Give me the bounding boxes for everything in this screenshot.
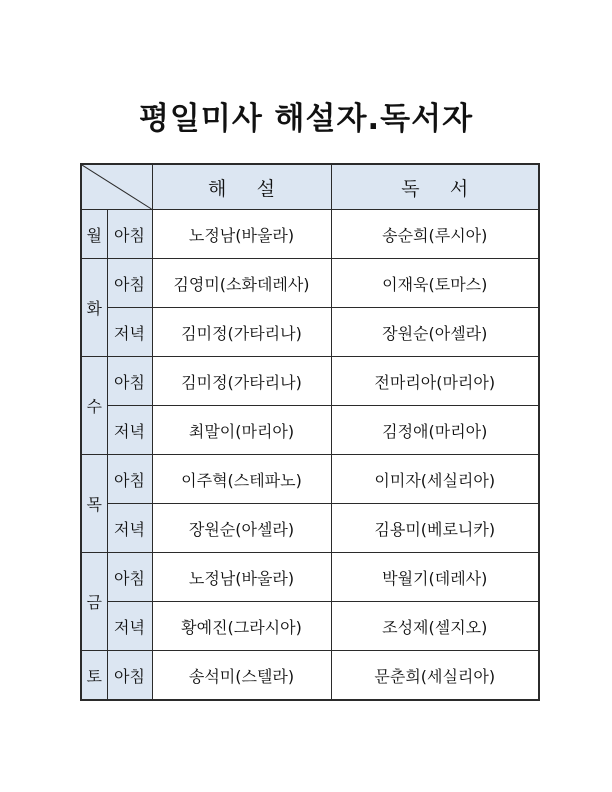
day-cell: 월 bbox=[81, 210, 107, 259]
header-row bbox=[81, 164, 539, 210]
table-row bbox=[81, 602, 539, 651]
reader-cell: 전마리아(마리아) bbox=[331, 357, 539, 406]
slot-cell: 아침 bbox=[107, 210, 152, 259]
corner-cell bbox=[81, 164, 152, 210]
slot-cell: 아침 bbox=[107, 357, 152, 406]
day-cell: 금 bbox=[81, 553, 107, 651]
page-title: 평일미사 해설자.독서자 bbox=[138, 101, 474, 137]
commentator-cell: 김영미(소화데레사) bbox=[152, 259, 331, 308]
commentator-cell: 최말이(마리아) bbox=[152, 406, 331, 455]
slot-cell: 저녁 bbox=[107, 602, 152, 651]
reader-cell: 이재욱(토마스) bbox=[331, 259, 539, 308]
commentator-cell: 송석미(스텔라) bbox=[152, 651, 331, 701]
commentator-cell: 황예진(그라시아) bbox=[152, 602, 331, 651]
slot-cell: 아침 bbox=[107, 455, 152, 504]
slot-cell: 아침 bbox=[107, 259, 152, 308]
commentator-cell: 김미정(가타리나) bbox=[152, 308, 331, 357]
header-reader: 독 서 bbox=[331, 164, 539, 210]
commentator-cell: 이주혁(스테파노) bbox=[152, 455, 331, 504]
reader-cell: 김정애(마리아) bbox=[331, 406, 539, 455]
slot-cell: 아침 bbox=[107, 553, 152, 602]
reader-cell: 문춘희(세실리아) bbox=[331, 651, 539, 701]
reader-cell: 장원순(아셀라) bbox=[331, 308, 539, 357]
header-commentator: 해 설 bbox=[152, 164, 331, 210]
table-row bbox=[81, 357, 539, 406]
schedule-table bbox=[80, 163, 540, 701]
day-cell: 화 bbox=[81, 259, 107, 357]
table-row bbox=[81, 406, 539, 455]
reader-cell: 박월기(데레사) bbox=[331, 553, 539, 602]
slot-cell: 저녁 bbox=[107, 308, 152, 357]
commentator-cell: 노정남(바울라) bbox=[152, 210, 331, 259]
table-row bbox=[81, 553, 539, 602]
table-row bbox=[81, 308, 539, 357]
table-row bbox=[81, 651, 539, 701]
table-row bbox=[81, 210, 539, 259]
day-cell: 수 bbox=[81, 357, 107, 455]
slot-cell: 아침 bbox=[107, 651, 152, 701]
table-row bbox=[81, 455, 539, 504]
commentator-cell: 장원순(아셀라) bbox=[152, 504, 331, 553]
day-cell: 토 bbox=[81, 651, 107, 701]
reader-cell: 김용미(베로니카) bbox=[331, 504, 539, 553]
table-row bbox=[81, 504, 539, 553]
table-row bbox=[81, 259, 539, 308]
slot-cell: 저녁 bbox=[107, 406, 152, 455]
diagonal-divider bbox=[82, 165, 152, 209]
reader-cell: 이미자(세실리아) bbox=[331, 455, 539, 504]
reader-cell: 송순희(루시아) bbox=[331, 210, 539, 259]
commentator-cell: 김미정(가타리나) bbox=[152, 357, 331, 406]
slot-cell: 저녁 bbox=[107, 504, 152, 553]
reader-cell: 조성제(셀지오) bbox=[331, 602, 539, 651]
day-cell: 목 bbox=[81, 455, 107, 553]
commentator-cell: 노정남(바울라) bbox=[152, 553, 331, 602]
